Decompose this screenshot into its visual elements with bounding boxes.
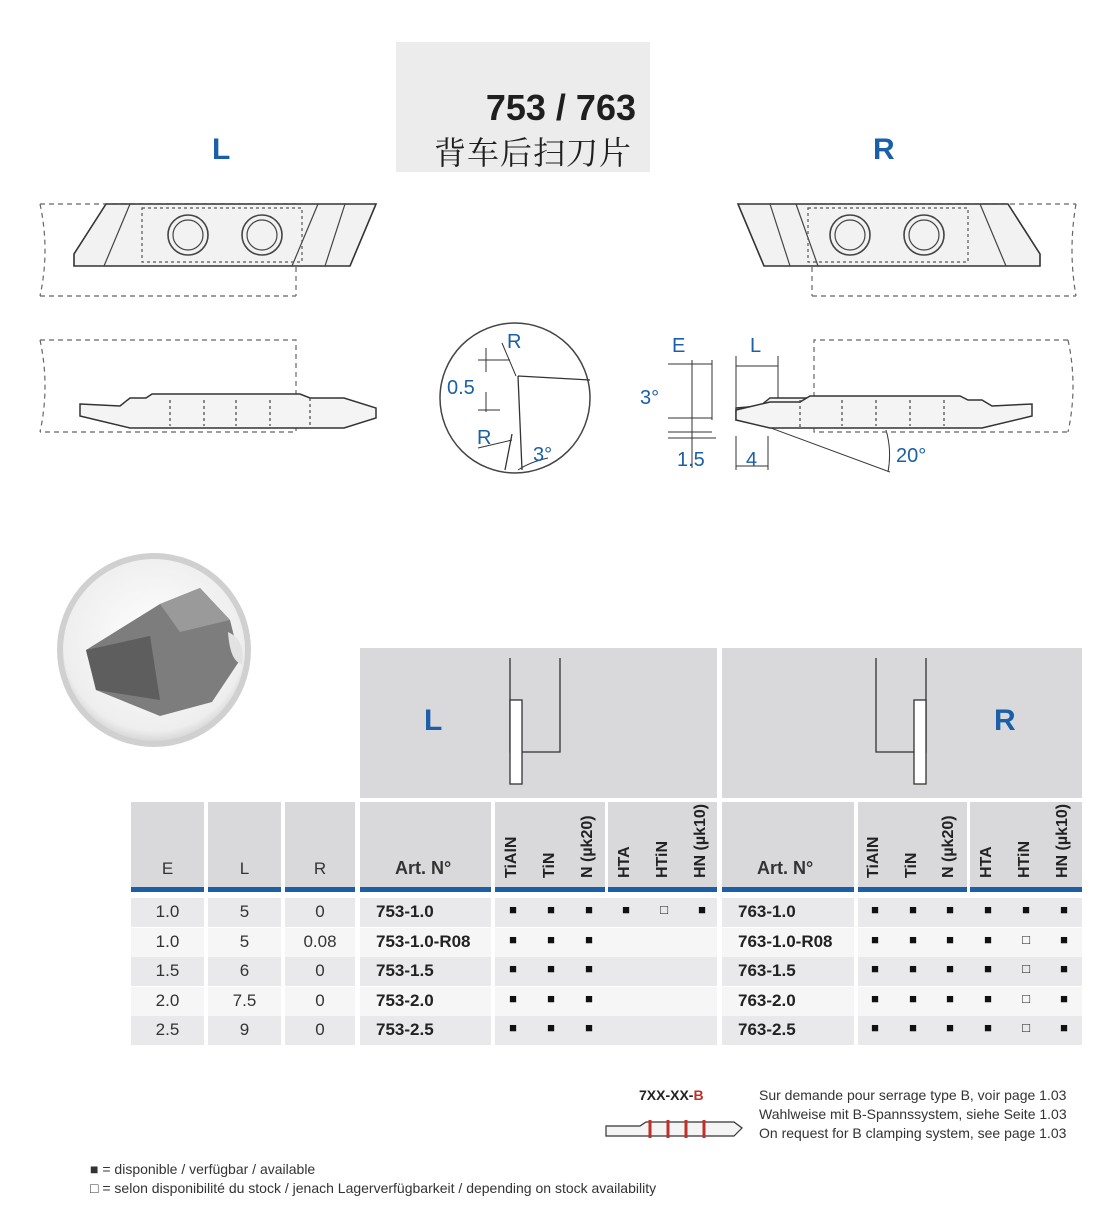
col-art-r-label: Art. N° [757,858,814,878]
profile-angle-20: 20° [896,445,927,467]
cell-art-left: 753-2.0 [376,990,434,1010]
right-variant-label: R [994,704,1016,737]
left-insert-top-view [40,204,376,296]
detail-r-bottom: R [477,427,492,449]
coating-n-r: N (µk20) [940,815,957,878]
cell-art-left: 753-1.0 [376,902,434,921]
cell-art-right: 763-1.5 [738,961,796,980]
cell-r: 0 [315,1020,325,1039]
header-rule [608,887,717,892]
profile-e: E [672,335,686,357]
cell-r: 0 [315,902,325,921]
left-view-label: L [212,133,231,166]
table-row-band [858,957,1082,986]
left-variant-header [360,648,717,798]
availability-mark-left: ■ [585,961,593,976]
availability-mark-right: ■ [871,1020,879,1035]
table-row-band [495,957,717,986]
availability-mark-left: ■ [509,990,517,1006]
cell-l: 7.5 [232,990,257,1010]
header-rule [722,887,854,892]
availability-mark-right: ■ [946,961,954,976]
right-insert-side-view [736,340,1073,432]
availability-mark-left: ■ [509,1020,517,1035]
right-variant-header [722,648,1082,798]
availability-mark-right: □ [1022,961,1030,976]
availability-mark-left: ■ [509,961,517,976]
availability-mark-left: ■ [698,902,706,917]
availability-mark-left: ■ [509,902,517,917]
right-insert-top-view [738,204,1076,296]
header-rule [970,887,1082,892]
cell-r: 0 [315,961,325,980]
series-subtitle: 背车后扫刀片 [434,134,633,172]
table-row-band [858,987,1082,1016]
cell-art-right: 763-2.0 [738,990,796,1010]
coating-hta-r: HTA [978,846,995,878]
col-art-l-label: Art. N° [395,858,452,878]
cell-e: 1.0 [155,931,180,951]
coating-tin-r: TiN [903,852,920,878]
detail-angle-3: 3° [533,444,553,466]
availability-mark-right: ■ [909,931,917,947]
availability-mark-left: ■ [585,931,593,947]
cell-r: 0 [315,990,325,1010]
cell-art-right: 763-2.5 [738,1020,796,1039]
availability-mark-right: ■ [1060,931,1068,947]
availability-mark-right: □ [1022,931,1030,947]
table-row-band [495,898,717,927]
availability-mark-left: ■ [585,1020,593,1035]
cell-art-right: 763-1.0 [738,902,796,921]
option-b-line-de: Wahlweise mit B-Spannssystem, siehe Seite 1.03 [759,1106,1067,1122]
availability-mark-right: ■ [1022,902,1030,917]
table-row-band [495,987,717,1016]
availability-mark-left: ■ [547,902,555,917]
availability-mark-right: ■ [984,990,992,1006]
table-row-band [495,928,717,957]
cell-e: 2.5 [155,1020,180,1039]
legend-stock: □ = selon disponibilité du stock / jenach Lagerverfügbarkeit / depending on stock availability [90,1180,657,1196]
cell-e: 2.0 [155,990,180,1010]
availability-mark-right: ■ [1060,990,1068,1006]
availability-mark-right: □ [1022,1020,1030,1035]
profile-dim-15: 1.5 [677,449,705,471]
cell-l: 6 [239,961,250,980]
header-rule [208,887,281,892]
series-title: 753 / 763 [485,87,636,128]
left-variant-label: L [424,704,443,737]
availability-mark-right: ■ [871,902,879,917]
table-row-band [858,1016,1082,1045]
right-view-label: R [873,133,895,166]
availability-mark-left: ■ [509,931,517,947]
cell-r: 0.08 [303,931,337,951]
availability-mark-left: ■ [547,990,555,1006]
header-rule [495,887,605,892]
edge-detail-view [440,323,590,473]
table-row-band [495,1016,717,1045]
profile-angle-3: 3° [640,387,660,409]
option-b-line-fr: Sur demande pour serrage type B, voir page 1.03 [759,1087,1067,1103]
availability-mark-right: □ [1022,990,1030,1006]
col-e-label: E [161,859,174,878]
left-tool-sketch [360,648,717,798]
availability-mark-right: ■ [984,931,992,947]
coating-hn-r: HN (µk10) [1054,803,1071,878]
availability-mark-right: ■ [1060,961,1068,976]
profile-dim-4: 4 [746,449,758,471]
availability-mark-left: ■ [585,902,593,917]
col-l-label: L [239,859,250,878]
availability-mark-left: □ [660,902,668,917]
coating-tialn-l: TiAlN [503,836,520,878]
cell-e: 1.0 [155,902,180,921]
availability-mark-right: ■ [1060,902,1068,917]
table-row-band [858,928,1082,957]
coating-hta-l: HTA [616,846,633,878]
cell-art-right: 763-1.0-R08 [738,931,833,951]
availability-mark-left: ■ [585,990,593,1006]
availability-mark-right: ■ [984,902,992,917]
filled-square-icon: ■ [90,1161,99,1177]
availability-mark-left: ■ [547,961,555,976]
availability-mark-right: ■ [984,961,992,976]
availability-mark-right: ■ [909,990,917,1006]
availability-mark-right: ■ [909,1020,917,1035]
col-r-label: R [313,859,327,878]
availability-mark-right: ■ [946,902,954,917]
left-insert-side-view [40,340,376,432]
coating-htin-l: HTiN [654,840,671,878]
profile-l: L [750,335,762,357]
coating-htin-r: HTiN [1016,840,1033,878]
availability-mark-right: ■ [946,1020,954,1035]
cell-art-left: 753-1.0-R08 [376,931,471,951]
cell-l: 5 [239,902,250,921]
cell-art-left: 753-1.5 [376,961,434,980]
availability-mark-right: ■ [946,931,954,947]
availability-mark-right: ■ [984,1020,992,1035]
availability-mark-right: ■ [909,902,917,917]
header-rule [131,887,204,892]
coating-n-l: N (µk20) [579,815,596,878]
header-rule [285,887,355,892]
availability-mark-left: ■ [547,931,555,947]
empty-square-icon: □ [90,1180,99,1196]
availability-mark-right: ■ [871,961,879,976]
availability-mark-left: ■ [622,902,630,917]
legend-available: ■ = disponible / verfügbar / available [90,1161,316,1177]
header-rule [858,887,967,892]
availability-mark-right: ■ [1060,1020,1068,1035]
detail-dim-05: 0.5 [447,377,475,399]
coating-hn-l: HN (µk10) [692,803,709,878]
availability-mark-right: ■ [909,961,917,976]
cell-l: 9 [239,1020,250,1039]
header-rule [360,887,491,892]
right-tool-sketch [722,648,1082,798]
availability-mark-right: ■ [871,931,879,947]
availability-mark-right: ■ [946,990,954,1006]
cell-l: 5 [239,931,250,951]
availability-mark-left: ■ [547,1020,555,1035]
coating-tialn-r: TiAlN [865,836,882,878]
coating-tin-l: TiN [541,852,558,878]
availability-mark-right: ■ [871,990,879,1006]
option-b-line-en: On request for B clamping system, see page 1.03 [759,1125,1067,1141]
option-b-code: 7XX-XX-B [639,1087,704,1103]
technical-drawing [0,0,1106,520]
cell-art-left: 753-2.5 [376,1020,434,1039]
detail-r-top: R [507,331,522,353]
cell-e: 1.5 [155,961,180,980]
table-row-band [858,898,1082,927]
